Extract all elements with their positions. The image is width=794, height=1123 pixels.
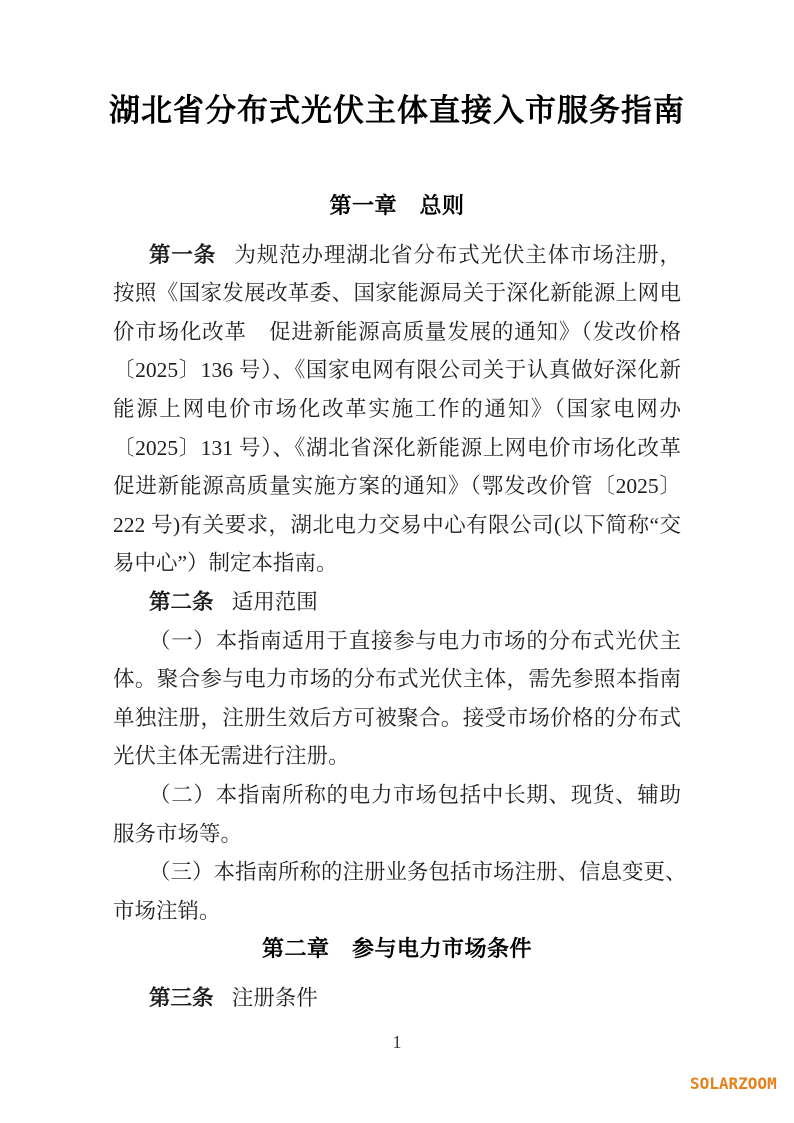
line-text: 价市场化改革 促进新能源高质量发展的通知》（发改价格 <box>113 319 681 344</box>
line-text: （二）本指南所称的电力市场包括中长期、现货、辅助 <box>149 782 681 807</box>
line-text: 适用范围 <box>231 589 318 614</box>
document-body <box>113 187 687 1017</box>
line-text: 促进新能源高质量实施方案的通知》（鄂发改价管〔2025〕 <box>113 474 681 499</box>
body-line <box>113 274 681 313</box>
line-text: 222 号)有关要求，湖北电力交易中心有限公司(以下简称“交 <box>113 512 681 537</box>
body-line <box>113 776 681 815</box>
body-line <box>113 979 681 1018</box>
body-line <box>113 429 681 468</box>
body-line <box>113 506 681 545</box>
line-text: 市场注销。 <box>113 898 221 923</box>
body-line <box>113 467 681 506</box>
line-text: 光伏主体无需进行注册。 <box>113 744 350 769</box>
line-text: 注册条件 <box>231 985 318 1010</box>
line-text: （一）本指南适用于直接参与电力市场的分布式光伏主 <box>149 628 681 653</box>
body-line <box>113 390 681 429</box>
chapter-heading: 第二章 参与电力市场条件 <box>261 936 532 962</box>
article-number-label: 第三条 <box>149 985 214 1010</box>
chapter-heading: 第一章 总则 <box>329 193 465 218</box>
body-line <box>113 583 681 622</box>
line-text: 按照《国家发展改革委、国家能源局关于深化新能源上网电 <box>113 281 681 306</box>
body-line <box>113 313 681 352</box>
body-line <box>113 622 681 661</box>
article-number-label: 第一条 <box>149 242 217 267</box>
body-line <box>113 660 681 699</box>
body-line <box>113 815 681 854</box>
document-title: 湖北省分布式光伏主体直接入市服务指南 <box>109 93 685 128</box>
body-line <box>113 737 681 776</box>
line-text: 〔2025〕136 号）、《国家电网有限公司关于认真做好深化新 <box>113 358 681 383</box>
line-text: 服务市场等。 <box>113 821 243 846</box>
line-text: 单独注册，注册生效后方可被聚合。接受市场价格的分布式 <box>113 705 681 730</box>
line-text: 体。聚合参与电力市场的分布式光伏主体，需先参照本指南 <box>113 667 681 692</box>
line-text: 〔2025〕131 号）、《湖北省深化新能源上网电价市场化改革 <box>113 435 681 460</box>
line-text: 能源上网电价市场化改革实施工作的通知》（国家电网办 <box>113 396 681 421</box>
watermark-logo: SOLARZOOM <box>690 1074 777 1093</box>
body-line <box>113 544 681 583</box>
line-text: 易中心”）制定本指南。 <box>113 551 338 576</box>
article-number-label: 第二条 <box>149 589 214 614</box>
body-line <box>113 853 687 892</box>
body-line <box>113 699 681 738</box>
line-text: （三）本指南所称的注册业务包括市场注册、信息变更、 <box>149 860 687 885</box>
body-line <box>113 236 681 275</box>
body-line <box>113 351 681 390</box>
page-number: 1 <box>392 1032 402 1052</box>
body-line <box>113 892 681 931</box>
line-text: 为规范办理湖北省分布式光伏主体市场注册， <box>234 242 681 267</box>
